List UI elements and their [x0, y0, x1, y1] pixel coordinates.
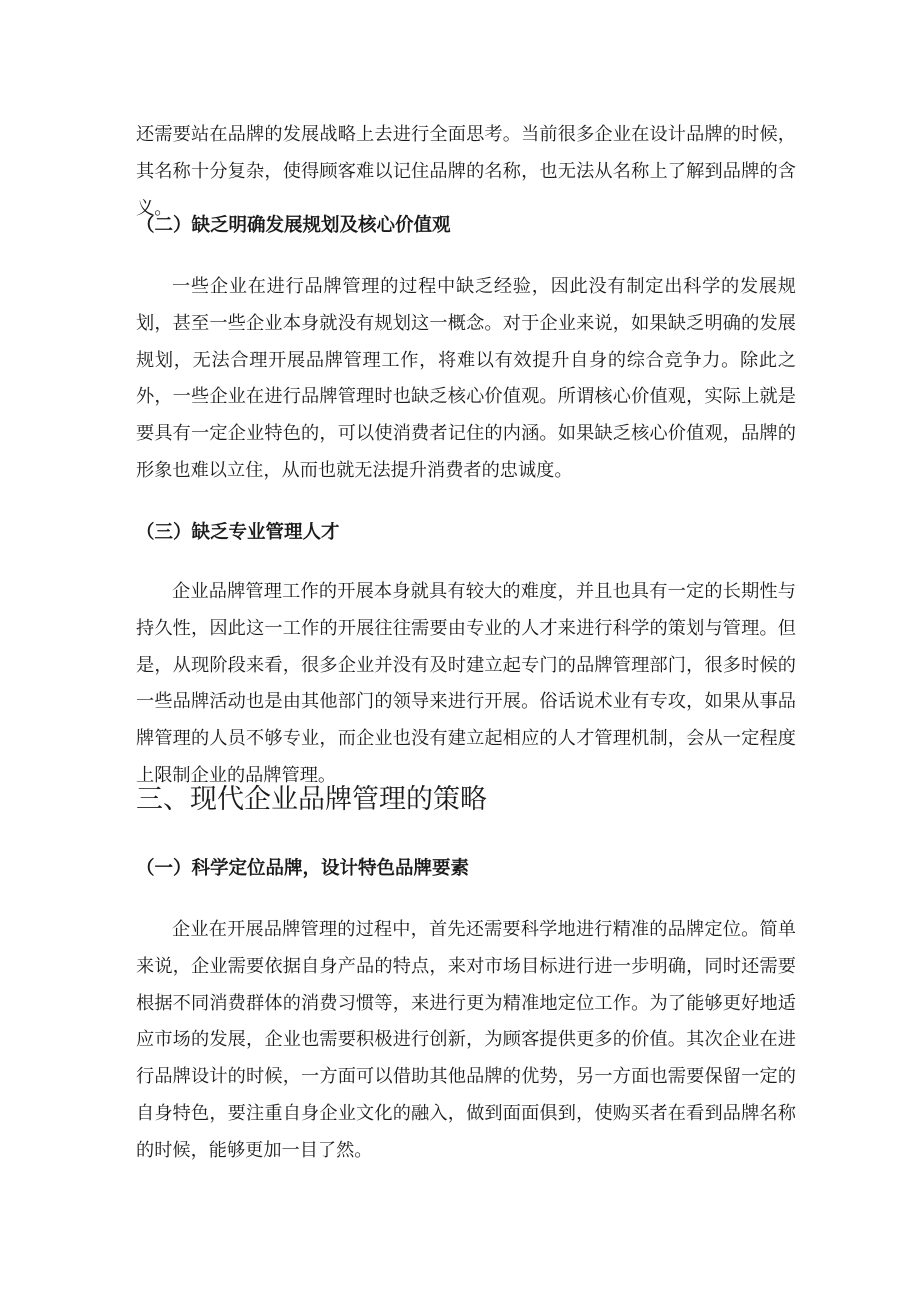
subheading-lack-of-planning: （二）缺乏明确发展规划及核心价值观: [136, 215, 451, 236]
section-heading-strategies: 三、现代企业品牌管理的策略: [136, 784, 487, 815]
subheading-brand-positioning: （一）科学定位品牌，设计特色品牌要素: [136, 858, 470, 879]
paragraph-lack-of-talent: 企业品牌管理工作的开展本身就具有较大的难度，并且也具有一定的长期性与持久性，因此这一工作的开展往往需要由专业的人才来进行科学的策划与管理。但是，从现阶段来看，很多企业并没有及时建立起专门的品牌管理部门，很多时候的一些品牌活动也是由其他部门的领导来进行开展。俗话说术业有专攻，如果从事品牌管理的人员不够专业，而企业也没有建立起相应的人才管理机制，会从一定程度上限制企业的品牌管理。: [136, 581, 796, 786]
subheading-lack-of-talent: （三）缺乏专业管理人才: [136, 522, 340, 543]
paragraph-brand-positioning: 企业在开展品牌管理的过程中，首先还需要科学地进行精准的品牌定位。简单来说，企业需要依据自身产品的特点，来对市场目标进行进一步明确，同时还需要根据不同消费群体的消费习惯等，来进行更为精准地定位工作。为了能够更好地适应市场的发展，企业也需要积极进行创新，为顾客提供更多的价值。其次企业在进行品牌设计的时候，一方面可以借助其他品牌的优势，另一方面也需要保留一定的自身特色，要注重自身企业文化的融入，做到面面俱到，使购买者在看到品牌名称的时候，能够更加一目了然。: [136, 919, 796, 1161]
paragraph-lack-of-planning: 一些企业在进行品牌管理的过程中缺乏经验，因此没有制定出科学的发展规划，甚至一些企业本身就没有规划这一概念。对于企业来说，如果缺乏明确的发展规划，无法合理开展品牌管理工作，将难以有效提升自身的综合竞争力。除此之外，一些企业在进行品牌管理时也缺乏核心价值观。所谓核心价值观，实际上就是要具有一定企业特色的，可以使消费者记住的内涵。如果缺乏核心价值观，品牌的形象也难以立住，从而也就无法提升消费者的忠诚度。: [136, 276, 796, 481]
paragraph-brand-name-complexity: 还需要站在品牌的发展战略上去进行全面思考。当前很多企业在设计品牌的时候，其名称十分复杂，使得顾客难以记住品牌的名称，也无法从名称上了解到品牌的含义。: [136, 124, 796, 219]
